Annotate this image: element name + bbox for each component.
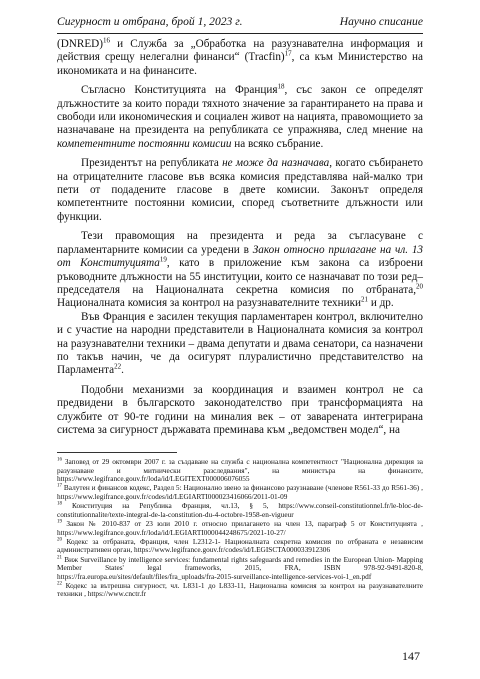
journal-title: Сигурност и отбрана, брой 1, 2023 г. — [57, 15, 243, 28]
text-run: (DNRED) — [57, 38, 103, 50]
emphasis: Закон относно прилагане на чл. 13 от Конституцията — [57, 243, 424, 270]
page-number: 147 — [402, 649, 420, 663]
running-header — [57, 13, 423, 31]
text-run: Националната комисия за контрол на разузнавателните техники — [57, 297, 362, 310]
paragraph — [57, 84, 423, 151]
footnote-ref: 17 — [284, 49, 292, 58]
text-run: , когато събирането на отрицателните гласове във всяка комисия представлява най-малко три пети от подадените гласове в двете комисии. Законът определя компетентните постоянни комисии, според съответните длъжности или функции. — [57, 157, 423, 223]
footnote-number: 22 — [57, 581, 62, 587]
footnote-number: 21 — [57, 555, 62, 561]
text-run: Подобни механизми за координация и взаимен контрол не са предвидени в българското законодателство при трансформацията на службите от 90-те години на миналия век – от заварената интегрирана система за сигурност държавата преминава към „ведомствен модел“, на — [57, 383, 423, 436]
footnote-number: 16 — [57, 457, 62, 463]
footnote-text: Закон № 2010-837 от 23 юли 2010 г. относно прилагането на член 13, параграф 5 от Конституцията , https://www.legifrance.gouv.fr/loda/id/LEGIARTI000044248675/2021-10-27/ — [57, 518, 423, 537]
footnote-text: Конституция на Република Франция, чл.13, § 5, https://www.conseil-constitutionnel.fr/le-bloc-de-constitutionnalite/texte-integral-de-la-constitution-du-4-octobre-1958-en-vigueur — [57, 501, 423, 519]
text-run: Съгласно Конституцията на Франция — [81, 84, 278, 97]
paragraph — [57, 157, 423, 224]
footnote — [57, 556, 423, 582]
header-divider — [57, 33, 423, 34]
paragraph — [57, 311, 423, 378]
text-run: Президентът на републиката — [81, 157, 223, 170]
footnote-text: Валутен и финансов кодекс, Раздел 5: Национално звено за финансово разузнаване (членове R561-33 до R561-36) , https://www.legifrance.gouv.fr/codes/id/LEGIARTI000023416066/2011-01-09 — [57, 483, 423, 501]
text-run: Тези правомощия на президента и реда за съгласуване с парламентарните комисии са уредени в — [57, 230, 423, 256]
section-title: Научно списание — [339, 15, 423, 28]
footnote-ref: 20 — [416, 282, 423, 291]
text-run: и Служба за „Обработка на разузнавателна информация и действия срещу нелегални финанси“ (Tracfin) — [57, 38, 423, 64]
footnotes — [57, 458, 423, 600]
footnote-text: Виж Surveillance by intelligence services: fundamental rights safeguards and remedies in the European Union- Mapping Member States' legal frameworks, 2015, FRA, ISBN 978-92-9491-820-8, https://fra.europa.eu/sites/default/files/fra_uploads/fra-2015-surveillance-intelligence-services-voi-1_en.pdf — [57, 554, 423, 581]
text-run: , със закон се определят длъжностите за които поради тяхното значение за гарантирането на права и свободи или икономическия и социален живот на нацията, правомощието за назначаване на президента на републиката се упражнява, след мнение на — [57, 84, 424, 137]
footnote-ref: 22 — [114, 362, 122, 371]
footnote-number: 17 — [57, 483, 62, 489]
text-run: , са към Министерство на икономиката и на финансите. — [57, 51, 423, 77]
footnote-number: 18 — [57, 501, 62, 507]
footnote-text: Кодекс за отбраната, Франция, член L2312-1- Националната секретна комисия по отбраната е независим административен орган, https://www.legifrance.gouv.fr/codes/id/LEGISCTA000033912306 — [57, 536, 423, 555]
footnote — [57, 538, 423, 555]
footnote-ref: 18 — [277, 82, 285, 91]
text-run: на всяко събрание. — [231, 137, 324, 150]
footnote — [57, 458, 423, 484]
emphasis: компетентните постоянни комисии — [57, 137, 232, 150]
paragraph — [57, 230, 423, 310]
text-run: . — [121, 364, 124, 377]
footnote-ref: 19 — [159, 255, 167, 264]
footnote — [57, 582, 423, 599]
footnote-divider — [57, 452, 177, 453]
text-run: Във Франция е засилен текущия парламентарен контрол, включително и с участие на народни представители в Националната комисия за контрол на разузнавателни техники – двама депутати и двама сенатори, са назначени по такъв начин, че да осигурят плуралистично представителство на Парламента — [57, 310, 423, 377]
emphasis: не може да назначава — [222, 157, 330, 170]
footnote-ref: 21 — [361, 295, 369, 304]
footnote-text: Заповед от 29 октомври 2007 г. за създаване на служба с национална компетентност "Национална дирекция за разузнаване и митнически разследвания", на министъра на финансите, https://www.legifrance.gouv.fr/loda/id/LEGITEXT000006076055 — [57, 457, 423, 484]
footnote-number: 20 — [57, 537, 62, 543]
footnote — [57, 502, 423, 519]
text-run: и др. — [368, 297, 394, 310]
paragraph — [57, 384, 423, 438]
paragraph — [57, 38, 423, 78]
footnote — [57, 484, 423, 501]
footnote-ref: 16 — [103, 36, 110, 45]
footnote-text: Кодекс за вътрешна сигурност, чл. L831-1 до L833-11, Национална комисия за контрол на разузнавателните техники , https://www.cnctr.fr — [57, 580, 423, 599]
footnote — [57, 520, 423, 537]
footnote-number: 19 — [57, 519, 62, 525]
body-text — [57, 38, 423, 437]
text-run: , като в приложение към закона са изброени ръководните длъжности на 55 институции, които се назначават по този ред– председателя на Националната секретна комисия по отбраната, — [57, 257, 423, 296]
